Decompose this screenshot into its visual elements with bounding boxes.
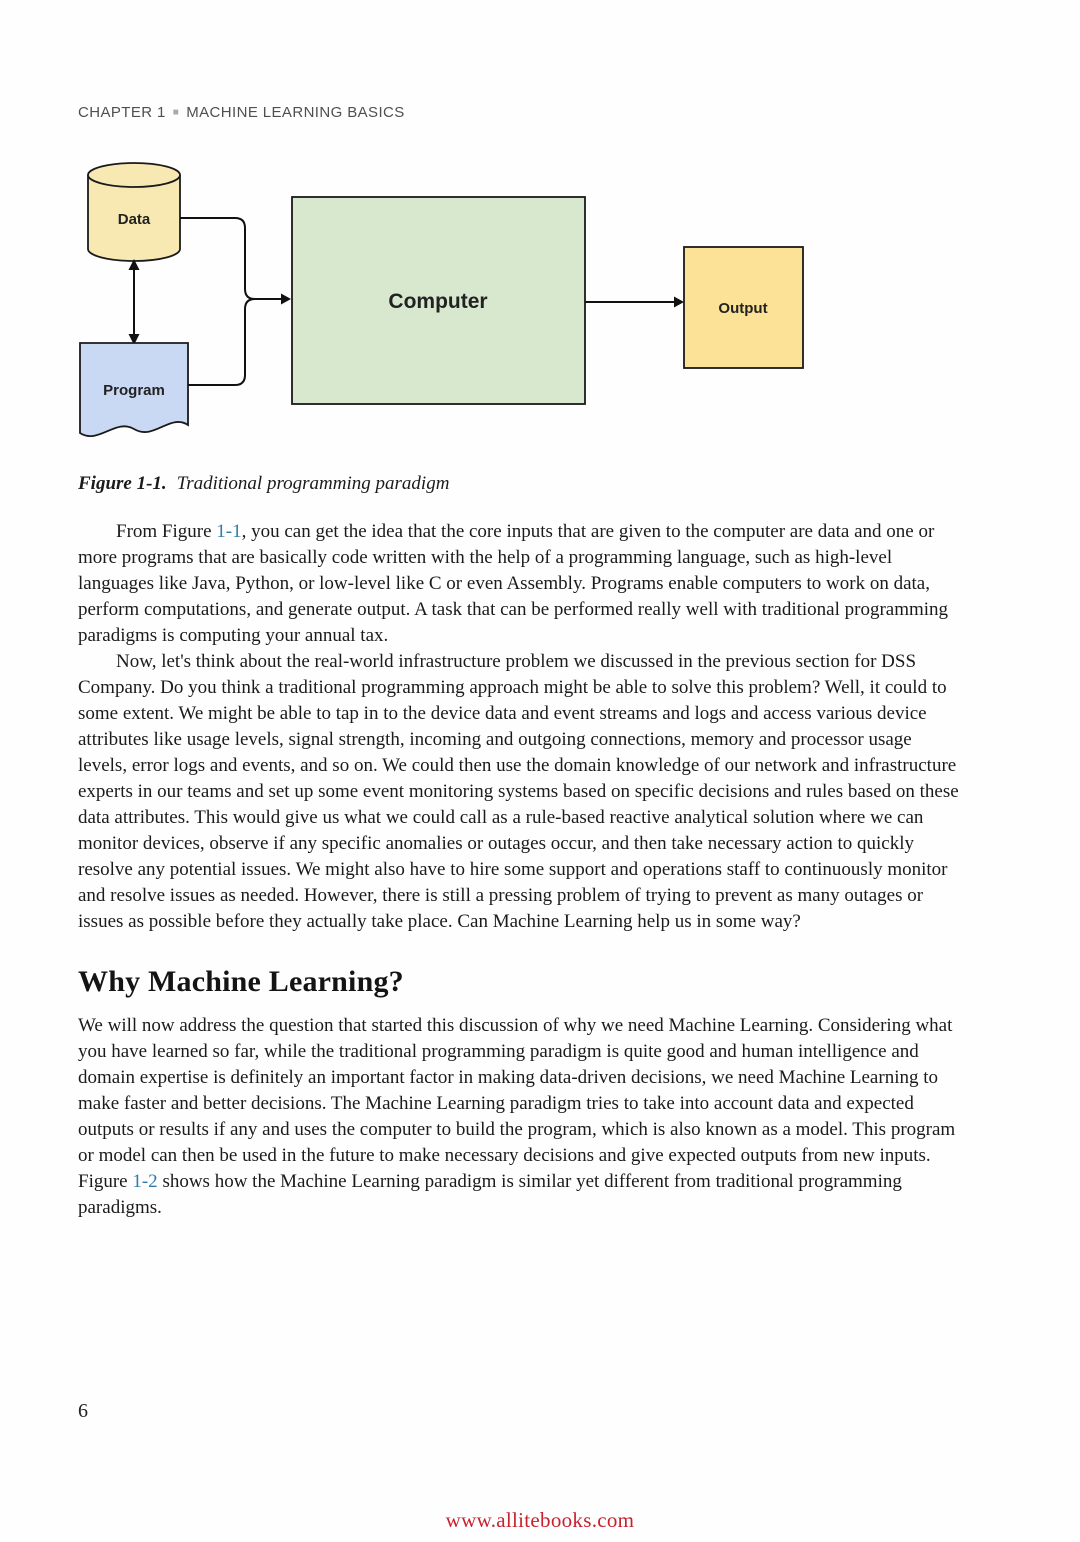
paragraph-2: Now, let's think about the real-world infrastructure problem we discussed in the previous section for DSS Company. Do you think a traditional programming approach might be able to solve this problem? Well, it could to some extent. We might be able to tap in to the device data and event streams and logs and access various device attributes like usage levels, signal strength, incoming and outgoing connections, memory and processor usage levels, error logs and events, and so on. We could then use the domain knowledge of our network and infrastructure experts in our teams and set up some event monitoring systems based on specific decisions and rules based on these data attributes. This would give us what we could call as a rule-based reactive analytical solution where we can monitor devices, observe if any specific anomalies or outages occur, and then take necessary action to quickly resolve any potential issues. We might also have to hire some support and operations staff to continuously monitor and resolve issues as needed. However, there is still a pressing problem of trying to prevent as many outages or issues as possible before they actually take place. Can Machine Learning help us in some way? xyxy=(78,651,959,932)
paragraph-3-text-post: shows how the Machine Learning paradigm is similar yet different from traditional programming paradigms. xyxy=(78,1171,902,1218)
inputs-to-computer-connector xyxy=(180,218,291,385)
arrowhead-right-icon xyxy=(281,294,291,305)
paragraph-3-text-pre: We will now address the question that started this discussion of why we need Machine Learning. Considering what you have learned so far, while the traditional programming paradigm is quite good and human intelligence and domain expertise is definitely an important factor in making data-driven decisions, we need Machine Learning to make faster and better decisions. The Machine Learning paradigm tries to take into account data and expected outputs or results if any and uses the computer to build the program, which is also known as a model. This program or model can then be used in the future to make necessary decisions and give expected outputs from new inputs. Figure xyxy=(78,1015,956,1192)
section-heading: Why Machine Learning? xyxy=(78,965,404,998)
cylinder-top-shape xyxy=(88,163,180,187)
program-node-label: Program xyxy=(103,382,165,399)
computer-node xyxy=(292,197,585,404)
figure-1-1-link[interactable]: 1-1 xyxy=(216,521,242,542)
figure-caption-text: Traditional programming paradigm xyxy=(176,473,450,494)
paragraph-3 xyxy=(78,1013,964,1221)
output-node-label: Output xyxy=(718,300,768,317)
square-bullet-icon: ■ xyxy=(172,107,180,118)
program-connector-line xyxy=(188,299,255,385)
figure-1-2-link[interactable]: 1-2 xyxy=(132,1171,158,1192)
data-cylinder-node xyxy=(88,163,180,261)
paragraph-1-text-post: , you can get the idea that the core inputs that are given to the computer are data and one or more programs that are basically code written with the help of a programming language, such as high-level languages like Java, Python, or low-level like C or even Assembly. Programs enable computers to work on data, perform computations, and generate output. A task that can be performed really well with traditional programming paradigms is computing your annual tax. xyxy=(78,521,949,646)
chapter-label: CHAPTER 1 xyxy=(78,104,166,121)
page-footer xyxy=(0,1508,1080,1533)
chapter-title: MACHINE LEARNING BASICS xyxy=(186,104,405,121)
output-node xyxy=(684,247,803,368)
computer-node-label: Computer xyxy=(388,290,488,313)
computer-to-output-arrow xyxy=(585,297,684,308)
data-program-double-arrow xyxy=(129,259,140,345)
page-number: 6 xyxy=(78,1400,88,1422)
data-connector-line xyxy=(180,218,281,299)
paragraph-1 xyxy=(78,519,964,649)
figure-caption-label: Figure 1-1. xyxy=(78,473,167,494)
allitebooks-link[interactable]: www.allitebooks.com xyxy=(445,1508,635,1532)
paragraph-1-text-pre: From Figure xyxy=(116,521,217,542)
program-document-node xyxy=(80,343,188,436)
figure-1-1-diagram xyxy=(78,157,918,457)
data-node-label: Data xyxy=(117,211,151,228)
running-header xyxy=(78,104,964,121)
figure-caption xyxy=(78,471,964,497)
arrowhead-right-icon xyxy=(674,297,684,308)
